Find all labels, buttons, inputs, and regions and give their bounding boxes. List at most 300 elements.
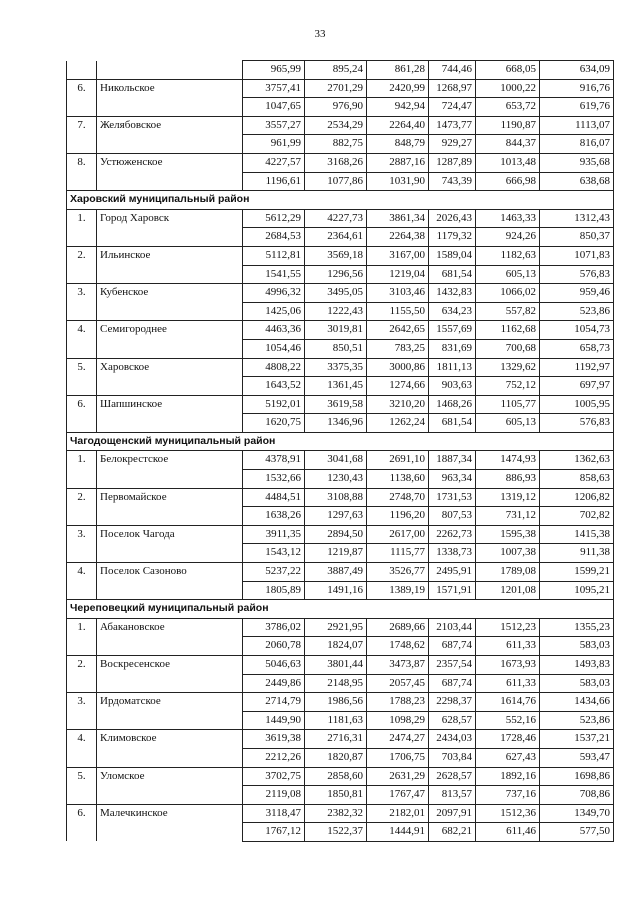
value-cell: 3118,47 <box>243 804 305 823</box>
value-cell: 752,12 <box>476 377 540 396</box>
value-cell: 634,09 <box>540 61 614 80</box>
value-cell: 963,34 <box>429 470 476 489</box>
value-cell: 3702,75 <box>243 767 305 786</box>
table-row <box>67 637 614 656</box>
value-cell: 1054,46 <box>243 339 305 358</box>
value-cell: 2684,53 <box>243 228 305 247</box>
value-cell: 4463,36 <box>243 321 305 340</box>
value-cell: 3887,49 <box>305 563 367 582</box>
tariff-table <box>66 60 614 842</box>
table-row <box>67 470 614 489</box>
value-cell: 3041,68 <box>305 451 367 470</box>
value-cell: 552,16 <box>476 711 540 730</box>
value-cell: 942,94 <box>367 98 429 117</box>
table-row <box>67 488 614 507</box>
settlement-name: Город Харовск <box>97 209 243 228</box>
value-cell: 1731,53 <box>429 488 476 507</box>
table-row <box>67 563 614 582</box>
settlement-name <box>97 339 243 358</box>
settlement-name <box>97 470 243 489</box>
value-cell: 658,73 <box>540 339 614 358</box>
value-cell: 1537,21 <box>540 730 614 749</box>
value-cell: 1811,13 <box>429 358 476 377</box>
settlement-name <box>97 98 243 117</box>
value-cell: 1614,76 <box>476 693 540 712</box>
value-cell: 697,97 <box>540 377 614 396</box>
value-cell: 583,03 <box>540 637 614 656</box>
value-cell: 3569,18 <box>305 246 367 265</box>
value-cell: 3375,35 <box>305 358 367 377</box>
table-row <box>67 618 614 637</box>
value-cell: 5192,01 <box>243 395 305 414</box>
value-cell: 4227,57 <box>243 153 305 172</box>
row-index: 2. <box>67 246 97 265</box>
settlement-name: Поселок Сазоново <box>97 563 243 582</box>
value-cell: 1196,20 <box>367 507 429 526</box>
settlement-name: Белокрестское <box>97 451 243 470</box>
value-cell: 916,76 <box>540 79 614 98</box>
value-cell: 2714,79 <box>243 693 305 712</box>
value-cell: 1179,32 <box>429 228 476 247</box>
row-index <box>67 339 97 358</box>
value-cell: 1192,97 <box>540 358 614 377</box>
table-row <box>67 414 614 433</box>
value-cell: 2262,73 <box>429 525 476 544</box>
value-cell: 3861,34 <box>367 209 429 228</box>
value-cell: 523,86 <box>540 711 614 730</box>
value-cell: 681,54 <box>429 265 476 284</box>
settlement-name: Климовское <box>97 730 243 749</box>
value-cell: 1219,87 <box>305 544 367 563</box>
row-index: 3. <box>67 693 97 712</box>
settlement-name: Малечкинское <box>97 804 243 823</box>
table-row <box>67 507 614 526</box>
value-cell: 2642,65 <box>367 321 429 340</box>
value-cell: 653,72 <box>476 98 540 117</box>
table-row <box>67 302 614 321</box>
table-row <box>67 730 614 749</box>
district-header-row <box>67 600 614 619</box>
table-row <box>67 135 614 154</box>
row-index: 6. <box>67 804 97 823</box>
value-cell: 1319,12 <box>476 488 540 507</box>
value-cell: 638,68 <box>540 172 614 191</box>
row-index <box>67 637 97 656</box>
value-cell: 576,83 <box>540 414 614 433</box>
value-cell: 687,74 <box>429 637 476 656</box>
value-cell: 2264,40 <box>367 116 429 135</box>
value-cell: 935,68 <box>540 153 614 172</box>
value-cell: 2148,95 <box>305 674 367 693</box>
value-cell: 924,26 <box>476 228 540 247</box>
row-index: 4. <box>67 730 97 749</box>
value-cell: 2026,43 <box>429 209 476 228</box>
row-index: 6. <box>67 79 97 98</box>
value-cell: 831,69 <box>429 339 476 358</box>
value-cell: 1297,63 <box>305 507 367 526</box>
value-cell: 1620,75 <box>243 414 305 433</box>
value-cell: 2534,29 <box>305 116 367 135</box>
value-cell: 2921,95 <box>305 618 367 637</box>
value-cell: 1673,93 <box>476 656 540 675</box>
settlement-name <box>97 377 243 396</box>
settlement-name <box>97 507 243 526</box>
row-index: 3. <box>67 284 97 303</box>
table-row <box>67 358 614 377</box>
value-cell: 611,33 <box>476 637 540 656</box>
value-cell: 2434,03 <box>429 730 476 749</box>
value-cell: 1541,55 <box>243 265 305 284</box>
value-cell: 2631,29 <box>367 767 429 786</box>
settlement-name: Никольское <box>97 79 243 98</box>
page-number: 33 <box>314 28 326 40</box>
row-index <box>67 414 97 433</box>
value-cell: 619,76 <box>540 98 614 117</box>
value-cell: 959,46 <box>540 284 614 303</box>
row-index <box>67 711 97 730</box>
value-cell: 4227,73 <box>305 209 367 228</box>
district-header-row <box>67 191 614 210</box>
district-name: Харовский муниципальный район <box>67 191 614 210</box>
value-cell: 2097,91 <box>429 804 476 823</box>
table-row <box>67 786 614 805</box>
value-cell: 813,57 <box>429 786 476 805</box>
row-index <box>67 748 97 767</box>
value-cell: 627,43 <box>476 748 540 767</box>
value-cell: 1162,68 <box>476 321 540 340</box>
value-cell: 2420,99 <box>367 79 429 98</box>
value-cell: 3495,05 <box>305 284 367 303</box>
value-cell: 858,63 <box>540 470 614 489</box>
value-cell: 2701,29 <box>305 79 367 98</box>
table-row <box>67 656 614 675</box>
table-row <box>67 804 614 823</box>
value-cell: 2887,16 <box>367 153 429 172</box>
value-cell: 2628,57 <box>429 767 476 786</box>
value-cell: 1473,77 <box>429 116 476 135</box>
settlement-name: Ирдоматское <box>97 693 243 712</box>
value-cell: 682,21 <box>429 823 476 842</box>
value-cell: 5237,22 <box>243 563 305 582</box>
row-index: 1. <box>67 209 97 228</box>
value-cell: 886,93 <box>476 470 540 489</box>
value-cell: 848,79 <box>367 135 429 154</box>
row-index: 5. <box>67 767 97 786</box>
value-cell: 1389,19 <box>367 581 429 600</box>
value-cell: 1820,87 <box>305 748 367 767</box>
value-cell: 3911,35 <box>243 525 305 544</box>
settlement-name <box>97 172 243 191</box>
value-cell: 1788,23 <box>367 693 429 712</box>
value-cell: 1268,97 <box>429 79 476 98</box>
district-name: Череповецкий муниципальный район <box>67 600 614 619</box>
value-cell: 1005,95 <box>540 395 614 414</box>
value-cell: 1190,87 <box>476 116 540 135</box>
value-cell: 731,12 <box>476 507 540 526</box>
value-cell: 1013,48 <box>476 153 540 172</box>
value-cell: 1105,77 <box>476 395 540 414</box>
value-cell: 1182,63 <box>476 246 540 265</box>
table-row <box>67 823 614 842</box>
settlement-name <box>97 823 243 842</box>
value-cell: 634,23 <box>429 302 476 321</box>
value-cell: 1512,36 <box>476 804 540 823</box>
value-cell: 1589,04 <box>429 246 476 265</box>
settlement-name: Воскресенское <box>97 656 243 675</box>
value-cell: 1887,34 <box>429 451 476 470</box>
value-cell: 3168,26 <box>305 153 367 172</box>
table-row <box>67 339 614 358</box>
value-cell: 1824,07 <box>305 637 367 656</box>
table-row <box>67 116 614 135</box>
value-cell: 1098,29 <box>367 711 429 730</box>
value-cell: 4996,32 <box>243 284 305 303</box>
value-cell: 5612,29 <box>243 209 305 228</box>
table-row <box>67 98 614 117</box>
value-cell: 1230,43 <box>305 470 367 489</box>
settlement-name <box>97 637 243 656</box>
value-cell: 1201,08 <box>476 581 540 600</box>
settlement-name <box>97 135 243 154</box>
row-index: 2. <box>67 656 97 675</box>
value-cell: 1355,23 <box>540 618 614 637</box>
value-cell: 3619,38 <box>243 730 305 749</box>
value-cell: 1463,33 <box>476 209 540 228</box>
value-cell: 605,13 <box>476 414 540 433</box>
value-cell: 1474,93 <box>476 451 540 470</box>
value-cell: 1571,91 <box>429 581 476 600</box>
table-row <box>67 544 614 563</box>
settlement-name: Шапшинское <box>97 395 243 414</box>
value-cell: 2689,66 <box>367 618 429 637</box>
value-cell: 1296,56 <box>305 265 367 284</box>
value-cell: 3473,87 <box>367 656 429 675</box>
value-cell: 1444,91 <box>367 823 429 842</box>
value-cell: 593,47 <box>540 748 614 767</box>
table-body <box>67 61 614 842</box>
value-cell: 976,90 <box>305 98 367 117</box>
value-cell: 2357,54 <box>429 656 476 675</box>
value-cell: 4808,22 <box>243 358 305 377</box>
value-cell: 1054,73 <box>540 321 614 340</box>
row-index: 7. <box>67 116 97 135</box>
value-cell: 2894,50 <box>305 525 367 544</box>
table-row <box>67 153 614 172</box>
row-index: 4. <box>67 563 97 582</box>
value-cell: 577,50 <box>540 823 614 842</box>
value-cell: 2103,44 <box>429 618 476 637</box>
value-cell: 1181,63 <box>305 711 367 730</box>
value-cell: 1066,02 <box>476 284 540 303</box>
value-cell: 5112,81 <box>243 246 305 265</box>
district-header-row <box>67 432 614 451</box>
value-cell: 1532,66 <box>243 470 305 489</box>
settlement-name <box>97 544 243 563</box>
value-cell: 2617,00 <box>367 525 429 544</box>
settlement-name: Кубенское <box>97 284 243 303</box>
table-row <box>67 581 614 600</box>
value-cell: 2119,08 <box>243 786 305 805</box>
value-cell: 3019,81 <box>305 321 367 340</box>
value-cell: 1449,90 <box>243 711 305 730</box>
value-cell: 1986,56 <box>305 693 367 712</box>
value-cell: 1287,89 <box>429 153 476 172</box>
settlement-name <box>97 711 243 730</box>
settlement-name <box>97 228 243 247</box>
value-cell: 1543,12 <box>243 544 305 563</box>
value-cell: 708,86 <box>540 786 614 805</box>
settlement-name: Семигороднее <box>97 321 243 340</box>
value-cell: 1643,52 <box>243 377 305 396</box>
settlement-name <box>97 581 243 600</box>
row-index: 3. <box>67 525 97 544</box>
value-cell: 1196,61 <box>243 172 305 191</box>
value-cell: 605,13 <box>476 265 540 284</box>
settlement-name <box>97 674 243 693</box>
table-row <box>67 395 614 414</box>
value-cell: 961,99 <box>243 135 305 154</box>
value-cell: 1491,16 <box>305 581 367 600</box>
settlement-name: Ильинское <box>97 246 243 265</box>
value-cell: 611,46 <box>476 823 540 842</box>
value-cell: 3757,41 <box>243 79 305 98</box>
value-cell: 1599,21 <box>540 563 614 582</box>
value-cell: 687,74 <box>429 674 476 693</box>
value-cell: 783,25 <box>367 339 429 358</box>
value-cell: 3801,44 <box>305 656 367 675</box>
table-row <box>67 209 614 228</box>
value-cell: 702,82 <box>540 507 614 526</box>
value-cell: 1047,65 <box>243 98 305 117</box>
value-cell: 1031,90 <box>367 172 429 191</box>
value-cell: 744,46 <box>429 61 476 80</box>
value-cell: 1767,12 <box>243 823 305 842</box>
value-cell: 1007,38 <box>476 544 540 563</box>
value-cell: 2858,60 <box>305 767 367 786</box>
value-cell: 1415,38 <box>540 525 614 544</box>
table-row <box>67 693 614 712</box>
value-cell: 1698,86 <box>540 767 614 786</box>
table-row <box>67 711 614 730</box>
settlement-name <box>97 748 243 767</box>
value-cell: 1349,70 <box>540 804 614 823</box>
value-cell: 1728,46 <box>476 730 540 749</box>
value-cell: 3526,77 <box>367 563 429 582</box>
table-row <box>67 172 614 191</box>
value-cell: 523,86 <box>540 302 614 321</box>
value-cell: 1361,45 <box>305 377 367 396</box>
settlement-name: Харовское <box>97 358 243 377</box>
value-cell: 1095,21 <box>540 581 614 600</box>
row-index: 1. <box>67 618 97 637</box>
value-cell: 737,16 <box>476 786 540 805</box>
settlement-name: Абакановское <box>97 618 243 637</box>
value-cell: 929,27 <box>429 135 476 154</box>
settlement-name: Первомайское <box>97 488 243 507</box>
value-cell: 3786,02 <box>243 618 305 637</box>
row-index <box>67 228 97 247</box>
value-cell: 1312,43 <box>540 209 614 228</box>
table-row <box>67 767 614 786</box>
value-cell: 2748,70 <box>367 488 429 507</box>
table-row <box>67 748 614 767</box>
value-cell: 583,03 <box>540 674 614 693</box>
value-cell: 1329,62 <box>476 358 540 377</box>
value-cell: 724,47 <box>429 98 476 117</box>
row-index <box>67 507 97 526</box>
value-cell: 816,07 <box>540 135 614 154</box>
value-cell: 1206,82 <box>540 488 614 507</box>
value-cell: 1706,75 <box>367 748 429 767</box>
value-cell: 4484,51 <box>243 488 305 507</box>
value-cell: 1512,23 <box>476 618 540 637</box>
value-cell: 2364,61 <box>305 228 367 247</box>
row-index <box>67 581 97 600</box>
value-cell: 4378,91 <box>243 451 305 470</box>
value-cell: 681,54 <box>429 414 476 433</box>
row-index <box>67 265 97 284</box>
value-cell: 903,63 <box>429 377 476 396</box>
value-cell: 3210,20 <box>367 395 429 414</box>
table-row <box>67 525 614 544</box>
value-cell: 666,98 <box>476 172 540 191</box>
value-cell: 1425,06 <box>243 302 305 321</box>
value-cell: 1468,26 <box>429 395 476 414</box>
value-cell: 2449,86 <box>243 674 305 693</box>
value-cell: 1789,08 <box>476 563 540 582</box>
table-row <box>67 246 614 265</box>
value-cell: 3619,58 <box>305 395 367 414</box>
table-row <box>67 284 614 303</box>
value-cell: 1115,77 <box>367 544 429 563</box>
value-cell: 1432,83 <box>429 284 476 303</box>
row-index <box>67 544 97 563</box>
value-cell: 1274,66 <box>367 377 429 396</box>
value-cell: 2182,01 <box>367 804 429 823</box>
settlement-name <box>97 786 243 805</box>
value-cell: 1000,22 <box>476 79 540 98</box>
value-cell: 850,51 <box>305 339 367 358</box>
value-cell: 3108,88 <box>305 488 367 507</box>
value-cell: 1557,69 <box>429 321 476 340</box>
table-row <box>67 321 614 340</box>
value-cell: 628,57 <box>429 711 476 730</box>
value-cell: 1493,83 <box>540 656 614 675</box>
value-cell: 2264,38 <box>367 228 429 247</box>
settlement-name: Уломское <box>97 767 243 786</box>
value-cell: 844,37 <box>476 135 540 154</box>
value-cell: 2212,26 <box>243 748 305 767</box>
value-cell: 1155,50 <box>367 302 429 321</box>
table-row <box>67 377 614 396</box>
value-cell: 3000,86 <box>367 358 429 377</box>
value-cell: 3557,27 <box>243 116 305 135</box>
table-row <box>67 674 614 693</box>
value-cell: 1071,83 <box>540 246 614 265</box>
value-cell: 850,37 <box>540 228 614 247</box>
value-cell: 703,84 <box>429 748 476 767</box>
table-row <box>67 61 614 80</box>
settlement-name <box>97 302 243 321</box>
row-index <box>67 674 97 693</box>
value-cell: 2495,91 <box>429 563 476 582</box>
value-cell: 1346,96 <box>305 414 367 433</box>
row-index: 8. <box>67 153 97 172</box>
value-cell: 2057,45 <box>367 674 429 693</box>
value-cell: 1595,38 <box>476 525 540 544</box>
value-cell: 1522,37 <box>305 823 367 842</box>
table-row <box>67 265 614 284</box>
